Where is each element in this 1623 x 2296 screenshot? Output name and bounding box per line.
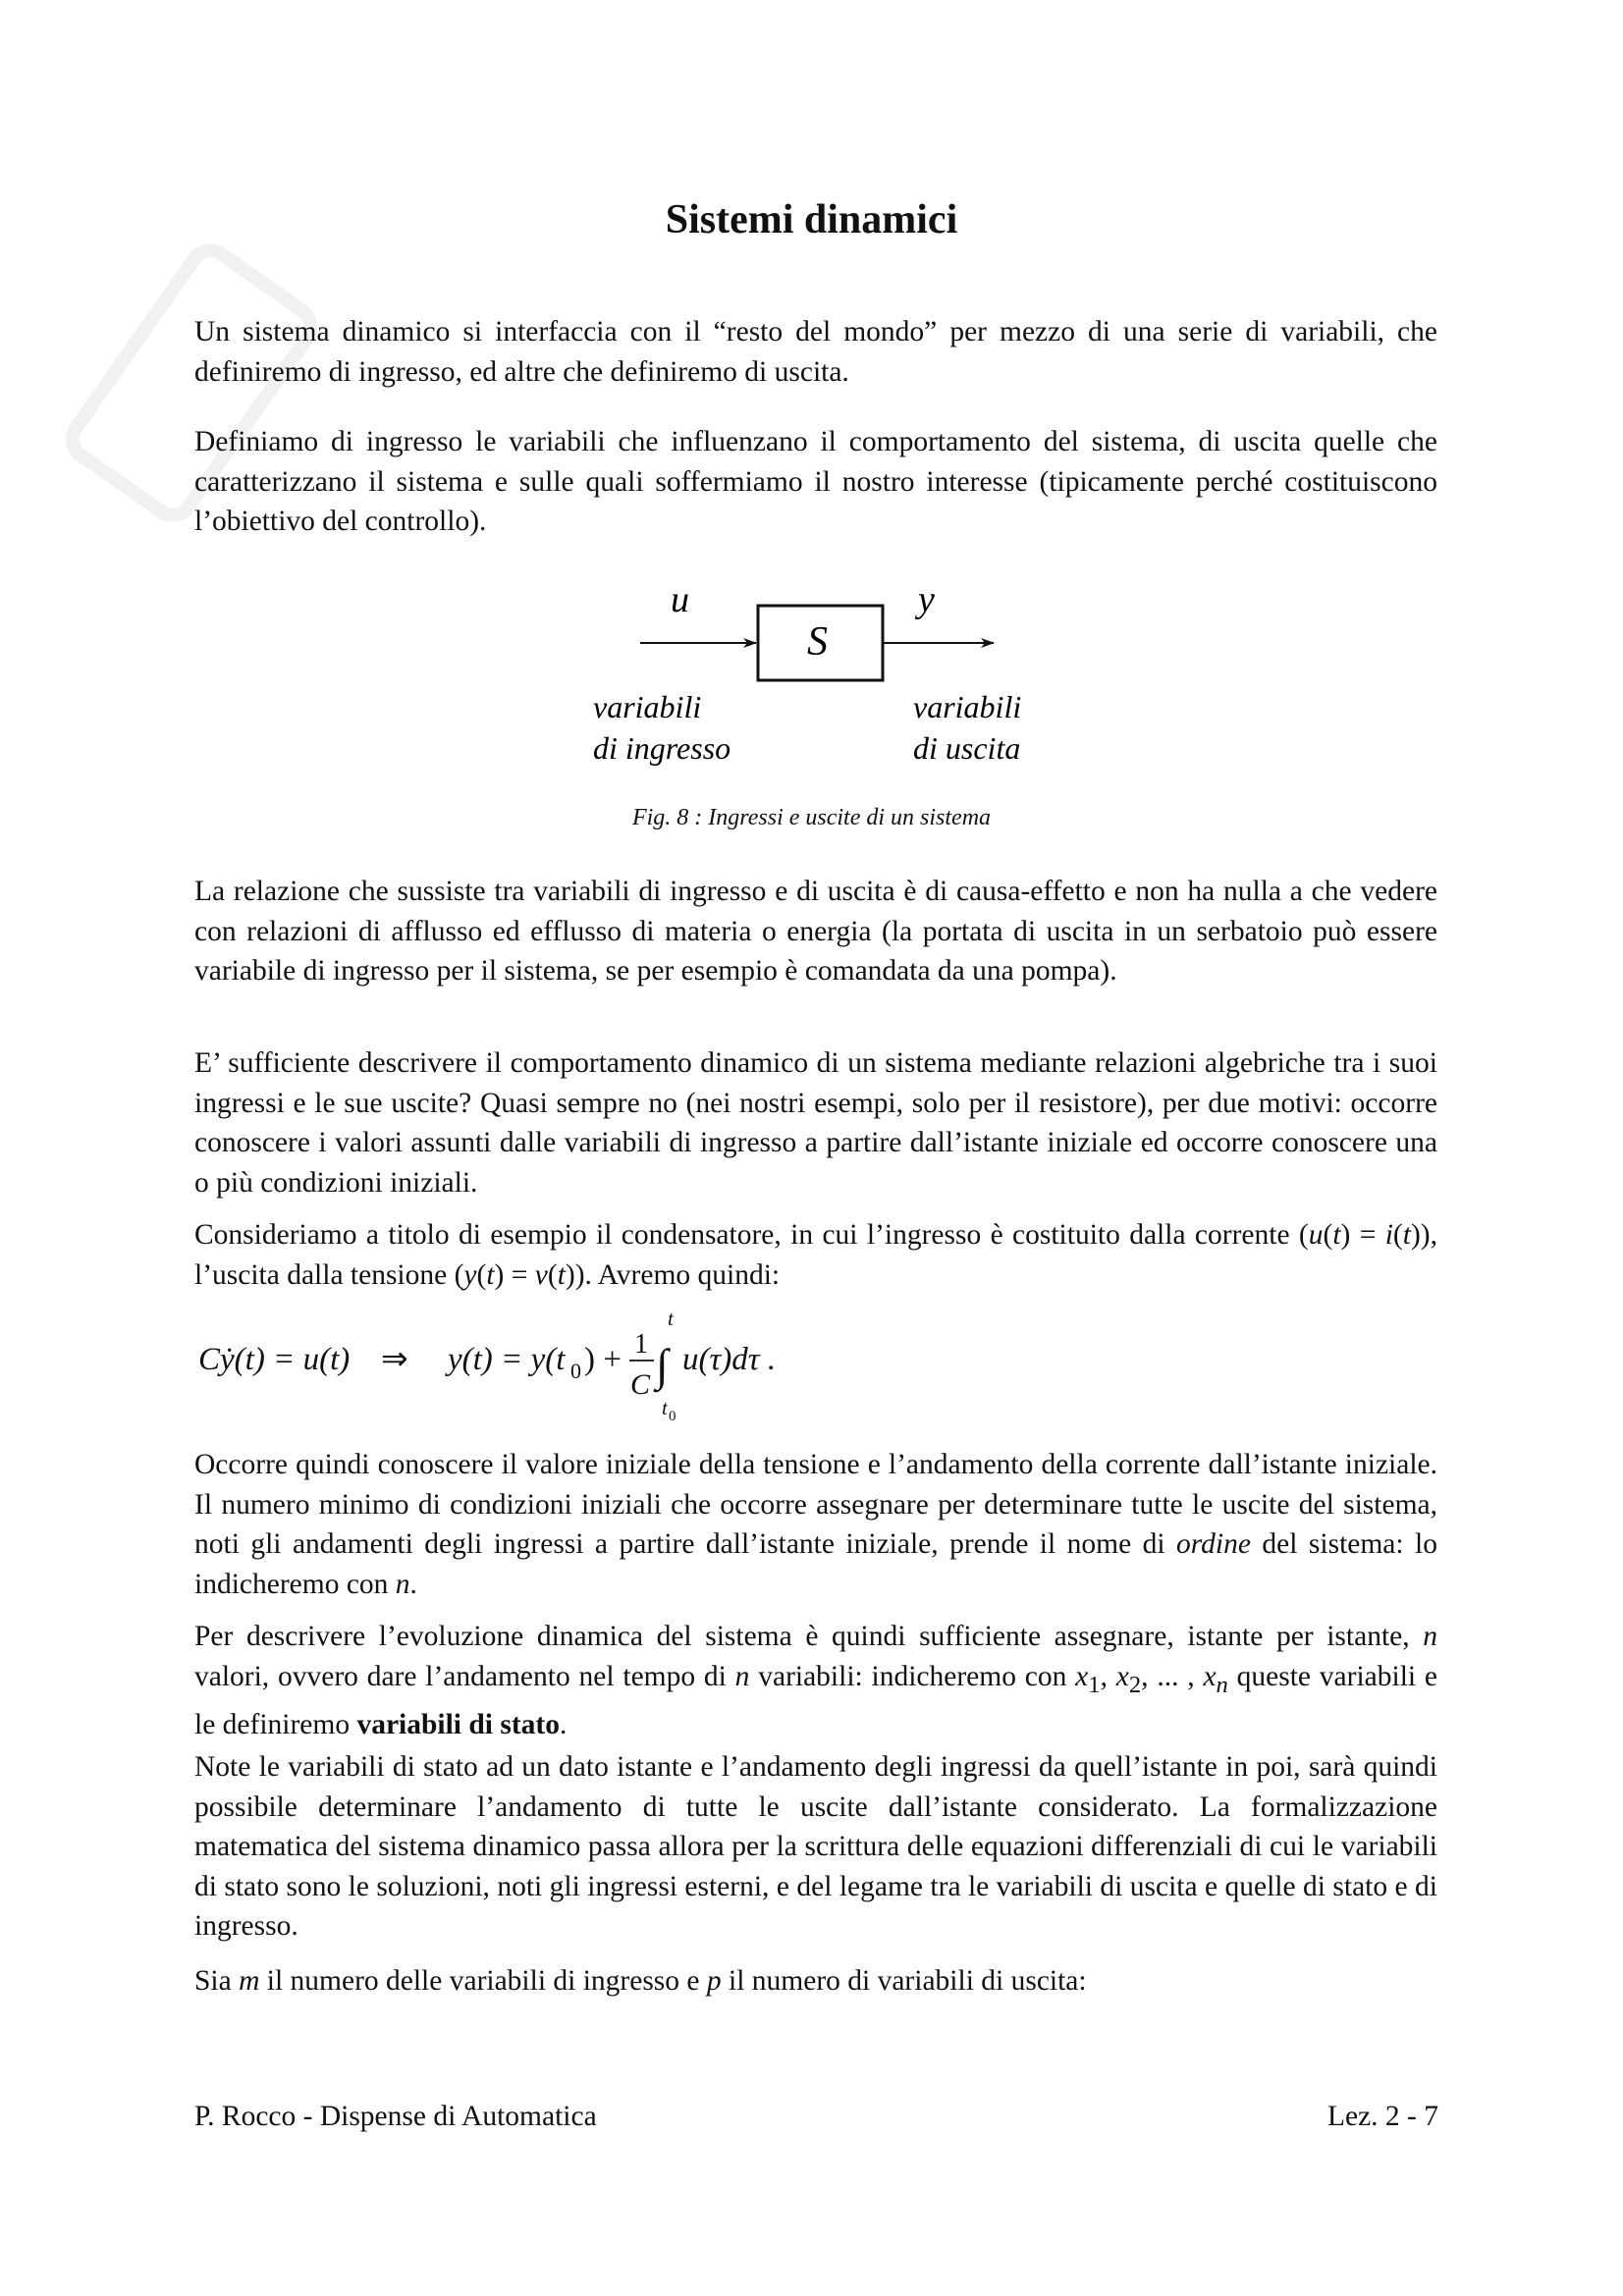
equation-rhs-start: y(t) = y(t: [448, 1342, 566, 1377]
equation-subscript-0: 0: [570, 1359, 581, 1383]
paragraph-6: Occorre quindi conoscere il valore iniziale della tensione e l’andamento della corrente dall’istante iniziale. Il numero minimo di condizioni iniziali che occorre assegnare per determinare tutte le uscite del sistema, noti gli andamenti degli ingressi a partire dall’istante iniziale, prende il nome di ordine del sistema: lo indicheremo con n.: [194, 1449, 1437, 1600]
paragraph-8: Note le variabili di stato ad un dato istante e l’andamento degli ingressi da quell’istante in poi, sarà quindi possibile determinare l’andamento di tutte le uscite dall’istante considerato. La formalizzazione matematica del sistema dinamico passa allora per la scrittura delle equazioni differenziali di cui le variabili di stato sono le soluzioni, noti gli ingressi esterni, e del legame tra le variabili di uscita e quelle di stato e di ingresso.: [194, 1751, 1437, 1942]
integral-sign: ∫: [656, 1340, 669, 1390]
system-block-diagram: [589, 574, 1060, 780]
fraction-denominator: C: [630, 1368, 651, 1401]
block-label: S: [807, 619, 828, 665]
paragraph-9: Sia m il numero delle variabili di ingresso e p il numero di variabili di uscita:: [194, 1965, 1087, 1997]
integral-lower-limit-subscript: 0: [669, 1409, 676, 1424]
paragraph-4: E’ sufficiente descrivere il comportamento dinamico di un sistema mediante relazioni algebriche tra i suoi ingressi e le sue uscite? Quasi sempre no (nei nostri esempi, solo per il resistore), per due motivi: occorre conoscere i valori assunti dalle variabili di ingresso a partire dall’istante iniziale ed occorre conoscere una o più condizioni iniziali.: [194, 1047, 1437, 1199]
paragraph-1: Un sistema dinamico si interfaccia con il “resto del mondo” per mezzo di una serie di variabili, che definiremo di ingresso, ed altre che definiremo di uscita.: [194, 316, 1437, 388]
equation-rhs-end: ) +: [584, 1342, 622, 1377]
footer-author: P. Rocco - Dispense di Automatica: [194, 2101, 597, 2132]
input-label-line2: di ingresso: [593, 730, 731, 766]
input-symbol: u: [671, 579, 689, 620]
capacitor-equation: [194, 1304, 882, 1431]
paragraph-2: Definiamo di ingresso le variabili che influenzano il comportamento del sistema, di uscita quelle che caratterizzano il sistema e sulle quali soffermiamo il nostro interesse (tipicamente perché costituiscono l’obiettivo del controllo).: [194, 426, 1437, 537]
integrand: u(τ)dτ .: [682, 1342, 777, 1377]
integral-upper-limit: t: [668, 1307, 674, 1330]
output-label-line2: di uscita: [913, 730, 1021, 766]
fraction-numerator: 1: [634, 1329, 648, 1360]
paragraph-3: La relazione che sussiste tra variabili di ingresso e di uscita è di causa-effetto e non ha nulla a che vedere con relazioni di afflusso ed efflusso di materia o energia (la portata di uscita in un serbatoio può essere variabile di ingresso per il sistema, se per esempio è comandata da una pompa).: [194, 876, 1437, 987]
figure-caption: Fig. 8 : Ingressi e uscite di un sistema: [631, 805, 992, 830]
paragraph-7: Per descrivere l’evoluzione dinamica del sistema è quindi sufficiente assegnare, istante per istante, n valori, ovvero dare l’andamento nel tempo di n variabili: indicheremo con $x_1$, $x_2$, ... , $x_n$ queste variabili e le definiremo variabili di stato.: [194, 1621, 1437, 1740]
output-label-line1: variabili: [913, 689, 1022, 724]
page-title: Sistemi dinamici: [665, 197, 958, 242]
implies-symbol: ⇒: [381, 1342, 408, 1377]
footer-page-number: Lez. 2 - 7: [1326, 2101, 1438, 2132]
integral-lower-limit: t: [662, 1396, 668, 1419]
equation-lhs: Cẏ(t) = u(t): [198, 1342, 351, 1377]
output-symbol: y: [918, 579, 935, 620]
paragraph-5: Consideriamo a titolo di esempio il condensatore, in cui l’ingresso è costituito dalla corrente (u(t) = i(t)), l’uscita dalla tensione (y(t) = v(t)). Avremo quindi:: [194, 1219, 1437, 1291]
input-label-line1: variabili: [593, 689, 702, 724]
